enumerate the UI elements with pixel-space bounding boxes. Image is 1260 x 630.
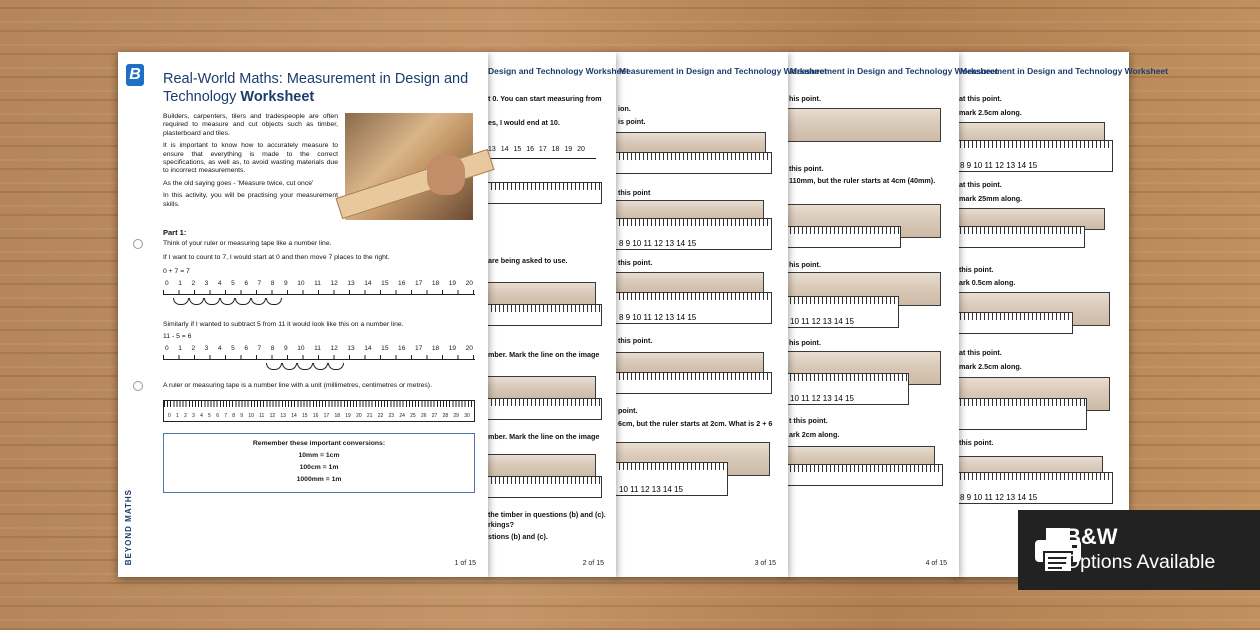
number-line-tick-label: 14 bbox=[364, 280, 372, 287]
ruler-image bbox=[955, 312, 1073, 334]
page-number: 2 of 15 bbox=[582, 560, 604, 567]
question-text: es, I would end at 10. bbox=[488, 118, 560, 127]
number-line-tick-label: 7 bbox=[257, 345, 262, 352]
question-text: rkings? bbox=[488, 520, 514, 529]
number-line-tick-label: 10 bbox=[297, 280, 305, 287]
number-line-tick-label: 6 bbox=[244, 280, 248, 287]
number-line-tick-label: 16 bbox=[398, 345, 406, 352]
question-text: this point. bbox=[618, 336, 653, 345]
question-text: are being asked to use. bbox=[488, 256, 568, 265]
question-text: this point. bbox=[959, 265, 994, 274]
part-text: If I want to count to 7, I would start at 0 and then move 7 places to the right. bbox=[163, 254, 390, 261]
question-text: t 0. You can start measuring from bbox=[488, 94, 602, 103]
ruler-tick-label: 4 bbox=[200, 413, 203, 419]
ruler-image bbox=[955, 398, 1087, 430]
ruler-tick-label: 10 bbox=[248, 413, 254, 419]
equation: 0 + 7 = 7 bbox=[163, 268, 190, 275]
number-line-tick-label: 11 bbox=[314, 345, 321, 352]
question-text: point. bbox=[618, 406, 638, 415]
number-line-hop bbox=[313, 363, 329, 370]
bw-options-badge bbox=[1018, 510, 1260, 590]
page-title: Measurement in Design and Technology Worksheet bbox=[619, 66, 827, 76]
badge-title: B&W bbox=[1065, 524, 1118, 549]
carpentry-photo bbox=[345, 113, 473, 220]
badge-subtitle: Options Available bbox=[1065, 551, 1216, 573]
number-line-tick-label: 2 bbox=[191, 345, 196, 352]
number-line-numbers bbox=[163, 345, 475, 352]
number-line-tick-label: 11 bbox=[314, 280, 321, 287]
number-line-tick-label: 16 bbox=[398, 280, 406, 287]
ruler-tick-label: 8 bbox=[232, 413, 236, 419]
question-text: mark 25mm along. bbox=[959, 194, 1023, 203]
ruler-tick-label: 21 bbox=[366, 413, 373, 419]
timber-image bbox=[614, 132, 766, 154]
ruler-numbers: 10 11 12 13 14 15 bbox=[619, 485, 683, 494]
number-line-tick-label: 8 bbox=[270, 345, 275, 352]
ruler-tick-label: 13 bbox=[280, 413, 286, 419]
part-text: Similarly if I wanted to subtract 5 from 11 it would look like this on a number line. bbox=[163, 321, 404, 328]
number-line-tick-label: 12 bbox=[330, 345, 338, 352]
number-line-hop bbox=[235, 298, 251, 305]
question-text: this point. bbox=[789, 164, 824, 173]
number-line-hop bbox=[251, 298, 267, 305]
intro-text: Builders, carpenters, tilers and tradespeople are often required to measure and cut objects such as timber, plasterboard and tiles. It is important to know how to accurately measure to ensure that everything is made to the correct specifications, as well as, to avoid wasting materials due to incorrect measurements. As the old saying goes - 'Measure twice, cut once' In this activity, you will be practising your measurement skills. bbox=[163, 113, 338, 208]
ruler-image bbox=[785, 226, 901, 248]
number-line-tick-label: 9 bbox=[283, 345, 288, 352]
question-text: t this point. bbox=[789, 416, 828, 425]
equation: 11 - 5 = 6 bbox=[163, 333, 192, 340]
question-text: the timber in questions (b) and (c). bbox=[488, 510, 606, 519]
number-line-tick-label: 20 bbox=[465, 345, 473, 352]
number-line-tick-label: 1 bbox=[178, 345, 182, 352]
number-line-tick-label: 10 bbox=[297, 345, 305, 352]
question-text: ion. bbox=[618, 104, 631, 113]
ruler-numbers: 8 9 10 11 12 13 14 15 bbox=[619, 313, 697, 322]
number-line-tick-label: 5 bbox=[231, 345, 235, 352]
ruler-tick-label: 0 bbox=[168, 413, 171, 419]
ruler-numbers: 8 9 10 11 12 13 14 15 bbox=[960, 493, 1038, 502]
conversions-heading: Remember these important conversions: bbox=[252, 440, 386, 447]
number-line-tick-label: 2 bbox=[191, 280, 196, 287]
number-line-tick-label: 17 bbox=[414, 280, 423, 287]
number-line-hops bbox=[173, 298, 282, 305]
ruler-numbers: 8 9 10 11 12 13 14 15 bbox=[960, 161, 1038, 170]
number-line-tick-label: 4 bbox=[217, 280, 222, 287]
number-line-tick-label: 5 bbox=[231, 280, 235, 287]
ruler-numbers: 10 11 12 13 14 15 bbox=[790, 394, 854, 403]
ruler-tick-label: 1 bbox=[176, 413, 179, 419]
conversion-item: 10mm = 1cm bbox=[298, 452, 340, 459]
ruler-image bbox=[785, 464, 943, 486]
ruler-image bbox=[785, 373, 909, 405]
number-line-numbers bbox=[163, 280, 475, 287]
number-line-tick-label: 8 bbox=[270, 280, 275, 287]
number-line-tick-label: 4 bbox=[217, 345, 222, 352]
ruler-tick-label: 6 bbox=[216, 413, 219, 419]
ruler-numbers: 8 9 10 11 12 13 14 15 bbox=[619, 239, 697, 248]
number-line-hop bbox=[204, 298, 220, 305]
number-line-hops bbox=[266, 363, 344, 370]
conversion-item: 100cm = 1m bbox=[299, 464, 339, 471]
number-line-hop bbox=[266, 363, 282, 370]
question-text: at this point. bbox=[959, 94, 1002, 103]
number-line-hop bbox=[297, 363, 313, 370]
number-line bbox=[163, 345, 475, 360]
question-text: ark 0.5cm along. bbox=[959, 278, 1016, 287]
number-line-tick-label: 6 bbox=[244, 345, 248, 352]
number-line-tick-label: 14 bbox=[364, 345, 372, 352]
worksheet-title: Real-World Maths: Measurement in Design and Technology Worksheet bbox=[163, 71, 469, 105]
question-text: mark 2.5cm along. bbox=[959, 362, 1022, 371]
number-line-tick-label: 20 bbox=[465, 280, 473, 287]
question-text: his point. bbox=[789, 338, 821, 347]
ruler-tick-label: 14 bbox=[291, 413, 297, 419]
ruler-image bbox=[785, 296, 899, 328]
question-text: his point. bbox=[789, 260, 821, 269]
ruler-tick-label: 17 bbox=[323, 413, 330, 419]
number-line-tick-label: 15 bbox=[381, 345, 389, 352]
timber-image bbox=[486, 376, 596, 400]
ruler-image bbox=[614, 152, 772, 174]
ruler-tick-label: 5 bbox=[208, 413, 211, 419]
question-text: at this point. bbox=[959, 180, 1002, 189]
ruler-tick-label: 27 bbox=[431, 413, 438, 419]
ruler-image bbox=[614, 372, 772, 394]
number-line-hop bbox=[189, 298, 205, 305]
ruler-tick-label: 7 bbox=[224, 413, 227, 419]
ruler-tick-label: 29 bbox=[453, 413, 459, 419]
timber-image bbox=[486, 282, 596, 306]
question-text: is point. bbox=[618, 117, 646, 126]
ruler-image bbox=[955, 226, 1085, 248]
ruler-numbers: 10 11 12 13 14 15 bbox=[790, 317, 854, 326]
conversions-box bbox=[163, 433, 475, 493]
part-heading: Part 1: bbox=[163, 228, 187, 237]
ruler-tick-label: 11 bbox=[259, 413, 265, 419]
part-text: Think of your ruler or measuring tape like a number line. bbox=[163, 240, 332, 247]
page-title: Design and Technology Worksheet bbox=[488, 66, 629, 76]
ruler-tick-label: 16 bbox=[312, 413, 319, 419]
ruler-tick-label: 25 bbox=[410, 413, 416, 419]
ruler-image bbox=[614, 292, 772, 324]
ruler-image bbox=[955, 472, 1113, 504]
ruler-tick-label: 30 bbox=[464, 413, 470, 419]
number-line-tick-label: 0 bbox=[165, 345, 169, 352]
ruler-tick-label: 28 bbox=[442, 413, 449, 419]
ruler-tick-label: 3 bbox=[192, 413, 195, 419]
number-line-hop bbox=[282, 363, 298, 370]
page-number: 3 of 15 bbox=[754, 560, 776, 567]
ruler-tick-label: 22 bbox=[377, 413, 384, 419]
question-text: this point. bbox=[618, 258, 653, 267]
ruler-tick-label: 20 bbox=[356, 413, 362, 419]
ruler-tick-label: 9 bbox=[240, 413, 244, 419]
number-line-tick-label: 13 bbox=[347, 345, 355, 352]
number-line-tick-label: 7 bbox=[257, 280, 262, 287]
part-text: A ruler or measuring tape is a number line with a unit (millimetres, centimetres or metres). bbox=[163, 382, 432, 389]
number-line-hop bbox=[220, 298, 236, 305]
page-number: 4 of 15 bbox=[925, 560, 947, 567]
question-text: his point. bbox=[789, 94, 821, 103]
question-text: 6cm, but the ruler starts at 2cm. What is 2 + 6 bbox=[618, 419, 773, 428]
ruler-tick-label: 18 bbox=[334, 413, 341, 419]
number-line-tick-label: 19 bbox=[448, 345, 457, 352]
number-line-tick-label: 17 bbox=[414, 345, 423, 352]
number-line bbox=[163, 280, 475, 295]
number-line-tick-label: 15 bbox=[381, 280, 389, 287]
ruler-image bbox=[614, 462, 728, 496]
number-line-tick-label: 3 bbox=[204, 345, 209, 352]
number-line-tick-label: 19 bbox=[448, 280, 457, 287]
number-line-tick-label: 3 bbox=[204, 280, 209, 287]
ruler-image bbox=[614, 218, 772, 250]
number-line-hop bbox=[266, 298, 282, 305]
number-line-hop bbox=[328, 363, 344, 370]
number-line-tick-label: 18 bbox=[431, 345, 440, 352]
binder-hole bbox=[133, 239, 143, 249]
number-line bbox=[486, 158, 596, 159]
ruler-tick-label: 15 bbox=[302, 413, 308, 419]
number-line-tick-label: 13 bbox=[347, 280, 355, 287]
number-line-tick-label: 9 bbox=[283, 280, 288, 287]
ruler-image bbox=[486, 182, 602, 204]
ruler-image bbox=[955, 140, 1113, 172]
ruler-image bbox=[486, 476, 602, 498]
timber-image bbox=[614, 352, 764, 374]
number-line-numbers: 13 14 15 16 17 18 19 20 bbox=[488, 146, 585, 153]
number-line-tick-label: 18 bbox=[431, 280, 440, 287]
beyond-logo-icon: B bbox=[126, 64, 144, 86]
question-text: at this point. bbox=[959, 348, 1002, 357]
page-title: Measurement in Design and Technology Worksheet bbox=[960, 66, 1168, 76]
brand-label: BEYOND MATHS bbox=[124, 488, 133, 565]
binder-hole bbox=[133, 381, 143, 391]
timber-image bbox=[486, 454, 596, 478]
question-text: mark 2.5cm along. bbox=[959, 108, 1022, 117]
question-text: mber. Mark the line on the image bbox=[488, 432, 600, 441]
ruler-image bbox=[486, 398, 602, 420]
page-number: 1 of 15 bbox=[454, 560, 476, 567]
conversion-item: 1000mm = 1m bbox=[296, 476, 342, 483]
ruler-tick-label: 23 bbox=[388, 413, 395, 419]
ruler-tick-label: 24 bbox=[399, 413, 405, 419]
timber-image bbox=[614, 272, 764, 294]
page-title: Measurement in Design and Technology Worksheet bbox=[790, 66, 998, 76]
question-text: ark 2cm along. bbox=[789, 430, 840, 439]
question-text: this point bbox=[618, 188, 651, 197]
number-line-tick-label: 0 bbox=[165, 280, 169, 287]
ruler-image bbox=[486, 304, 602, 326]
question-text: mber. Mark the line on the image bbox=[488, 350, 600, 359]
ruler-image bbox=[163, 400, 475, 422]
number-line-hop bbox=[173, 298, 189, 305]
number-line-tick-label: 1 bbox=[178, 280, 182, 287]
worksheet-page-1 bbox=[118, 52, 488, 577]
number-line-tick-label: 12 bbox=[330, 280, 338, 287]
ruler-tick-label: 2 bbox=[184, 413, 187, 419]
timber-image bbox=[785, 108, 941, 142]
question-text: this point. bbox=[959, 438, 994, 447]
ruler-tick-label: 26 bbox=[420, 413, 427, 419]
question-text: 110mm, but the ruler starts at 4cm (40mm). bbox=[789, 176, 936, 185]
question-text: stions (b) and (c). bbox=[488, 532, 548, 541]
ruler-tick-label: 12 bbox=[269, 413, 276, 419]
ruler-tick-label: 19 bbox=[345, 413, 351, 419]
